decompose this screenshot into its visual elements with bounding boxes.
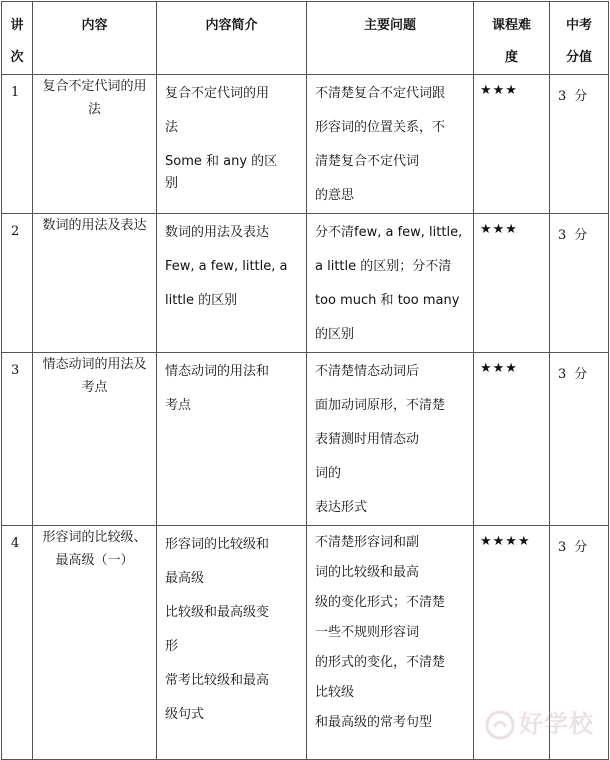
lesson-number: 2 [2, 214, 33, 353]
lesson-intro: 情态动词的用法和 考点 [157, 353, 307, 526]
lesson-intro: 数词的用法及表达 Few, a few, little, a little 的区别 [157, 214, 307, 353]
difficulty-stars: ★★★ [474, 353, 550, 526]
lesson-title: 复合不定代词的用法 [33, 75, 157, 214]
table-row [2, 75, 609, 214]
lesson-number: 4 [2, 526, 33, 760]
watermark-logo-icon [484, 709, 516, 741]
table-row [2, 214, 609, 353]
lesson-issues: 分不清few, a few, little, a little 的区别；分不清 too much 和 too many 的区别 [307, 214, 474, 353]
exam-score: 3 分 [550, 75, 609, 214]
lesson-title: 形容词的比较级、最高级（一） [33, 526, 157, 760]
watermark [484, 703, 594, 743]
header-intro: 内容简介 [157, 2, 307, 75]
header-lesson: 讲 次 [2, 2, 33, 75]
lesson-title: 情态动词的用法及考点 [33, 353, 157, 526]
lesson-number: 3 [2, 353, 33, 526]
exam-score: 3 分 [550, 353, 609, 526]
lesson-title: 数词的用法及表达 [33, 214, 157, 353]
lesson-intro: 形容词的比较级和 最高级 比较级和最高级变 形 常考比较级和最高 级句式 [157, 526, 307, 760]
header-issues: 主要问题 [307, 2, 474, 75]
header-row [2, 2, 609, 75]
exam-score: 3 分 [550, 526, 609, 760]
course-table [1, 1, 609, 760]
difficulty-stars: ★★★★ [474, 526, 550, 760]
exam-score: 3 分 [550, 214, 609, 353]
header-exam-score: 中考 分值 [550, 2, 609, 75]
lesson-number: 1 [2, 75, 33, 214]
watermark-text: 好学校 [519, 710, 594, 738]
table-row [2, 353, 609, 526]
lesson-intro: 复合不定代词的用 法 Some 和 any 的区 别 [157, 75, 307, 214]
header-difficulty: 课程难 度 [474, 2, 550, 75]
lesson-issues: 不清楚情态动词后 面加动词原形，不清楚 表猜测时用情态动 词的 表达形式 [307, 353, 474, 526]
lesson-issues: 不清楚复合不定代词跟 形容词的位置关系，不 清楚复合不定代词 的意思 [307, 75, 474, 214]
difficulty-stars: ★★★ [474, 75, 550, 214]
difficulty-stars: ★★★ [474, 214, 550, 353]
header-content: 内容 [33, 2, 157, 75]
lesson-issues: 不清楚形容词和副 词的比较级和最高 级的变化形式；不清楚 一些不规则形容词 的形式的变化，不清楚 比较级 和最高级的常考句型 [307, 526, 474, 760]
